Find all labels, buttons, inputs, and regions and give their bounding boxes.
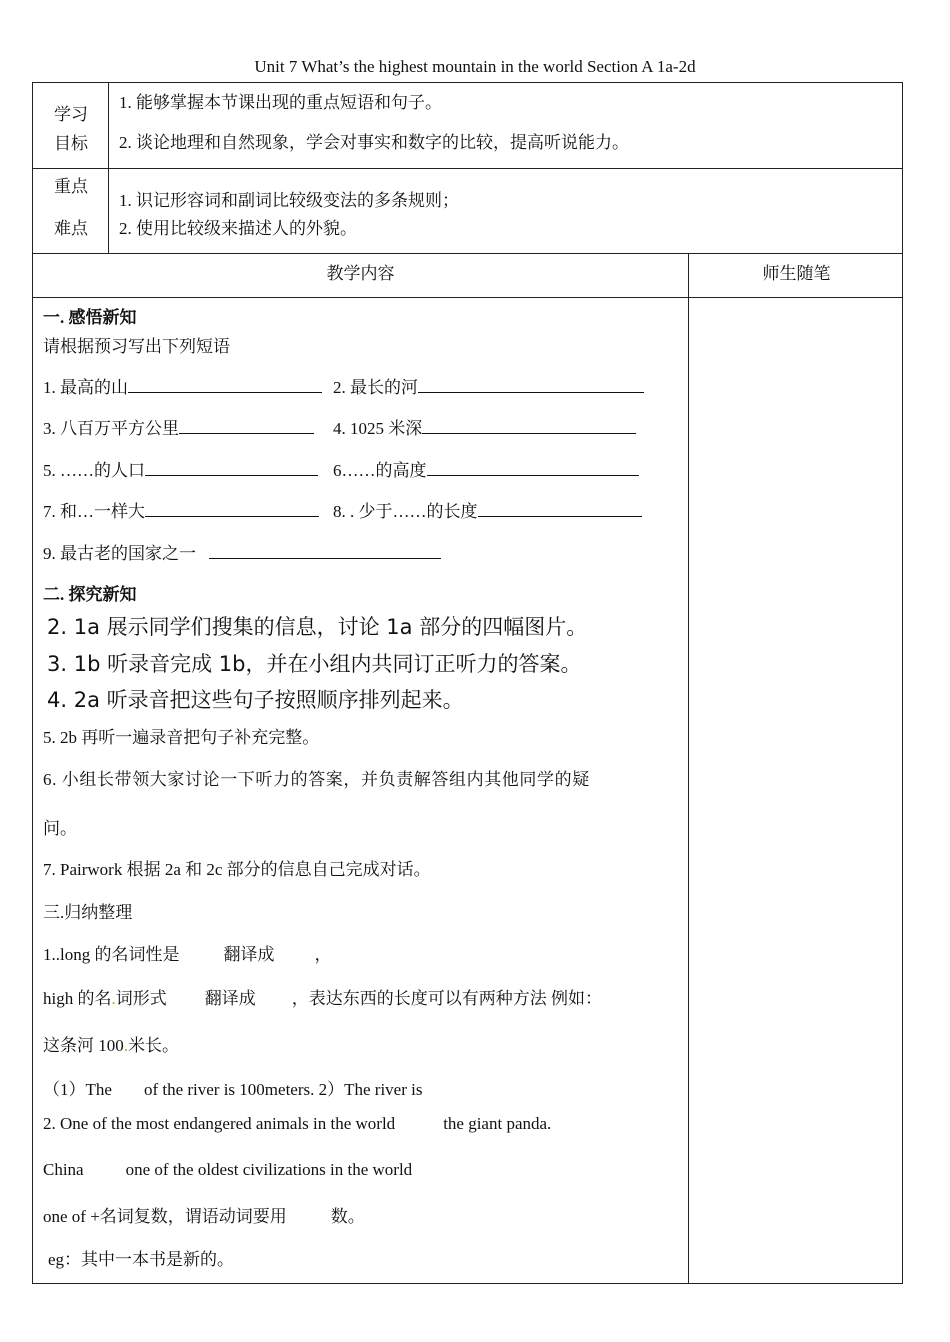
step-6-line-1: 6. 小组长带领大家讨论一下听力的答案，并负责解答组内其他同学的疑 [43,770,590,789]
phrase-q4: 4. 1025 米深 [333,414,636,439]
phrase-q7: 7. 和…一样大 [43,497,319,522]
section2-heading: 二. 探究新知 [43,585,137,604]
notes-column-header: 师生随笔 [762,264,831,283]
answer-blank [128,378,322,393]
step-5-2b: 5. 2b 再听一遍录音把句子补充完整。 [43,728,320,747]
step-4-2a: 4. 2a 听录音把这些句子按照顺序排列起来。 [47,688,464,712]
page-title: Unit 7 What’s the highest mountain in the world Section A 1a-2d [254,57,696,76]
answer-blank [145,461,318,476]
step-2-1a: 2. 1a 展示同学们搜集的信息，讨论 1a 部分的四幅图片。 [47,615,588,639]
answer-blank [145,502,319,517]
section3-heading: 三.归纳整理 [43,903,133,922]
summary-line-6: China one of the oldest civilizations in the world [43,1160,413,1179]
summary-line-1: 1..long 的名词性是 翻译成 ， [43,945,332,964]
section1-heading: 一. 感悟新知 [43,308,137,327]
answer-blank [209,544,441,559]
section1-instruction: 请根据预习写出下列短语 [43,337,230,356]
phrase-q2: 2. 最长的河 [333,373,644,398]
answer-blank [179,419,314,434]
row-divider [33,297,902,298]
objective-item-2: 2. 谈论地理和自然现象，学会对事实和数字的比较，提高听说能力。 [119,133,629,152]
step-7-pairwork: 7. Pairwork 根据 2a 和 2c 部分的信息自己完成对话。 [43,860,431,879]
keypoint-item-2: 2. 使用比较级来描述人的外貌。 [119,219,357,238]
phrase-q1: 1. 最高的山 [43,373,322,398]
summary-line-3: 这条河 100.米长。 [43,1036,179,1055]
lesson-table [32,82,903,1284]
answer-blank [478,502,642,517]
summary-line-7: one of +名词复数，谓语动词要用 数。 [43,1207,365,1226]
summary-line-4: （1）The of the river is 100meters. 2）The river is [43,1080,423,1099]
phrase-q8: 8. . 少于……的长度 [333,497,642,522]
summary-line-2: high 的名.词形式 翻译成 ，表达东西的长度可以有两种方法 例如： [43,989,602,1008]
keypoints-label-1: 重点 [54,177,88,196]
summary-line-5: 2. One of the most endangered animals in the world the giant panda. [43,1114,552,1133]
objective-item-1: 1. 能够掌握本节课出现的重点短语和句子。 [119,93,442,112]
content-column-header: 教学内容 [326,264,395,283]
row-divider [33,253,902,254]
row-divider [33,168,902,169]
keypoint-item-1: 1. 识记形容词和副词比较级变法的多条规则； [119,191,459,210]
answer-blank [418,378,644,393]
objectives-label-1: 学习 [54,105,88,124]
phrase-q3: 3. 八百万平方公里 [43,414,314,439]
summary-line-8: eg：其中一本书是新的。 [48,1250,235,1269]
phrase-q9: 9. 最古老的国家之一 [43,539,441,564]
notes-column-divider [688,254,689,1283]
phrase-q6: 6……的高度 [333,456,639,481]
objectives-label-2: 目标 [54,134,88,153]
step-3-1b: 3. 1b 听录音完成 1b，并在小组内共同订正听力的答案。 [47,652,582,676]
step-6-line-2: 问。 [43,819,77,838]
phrase-q5: 5. ……的人口 [43,456,318,481]
keypoints-label-2: 难点 [54,219,88,238]
answer-blank [422,419,636,434]
answer-blank [427,461,639,476]
